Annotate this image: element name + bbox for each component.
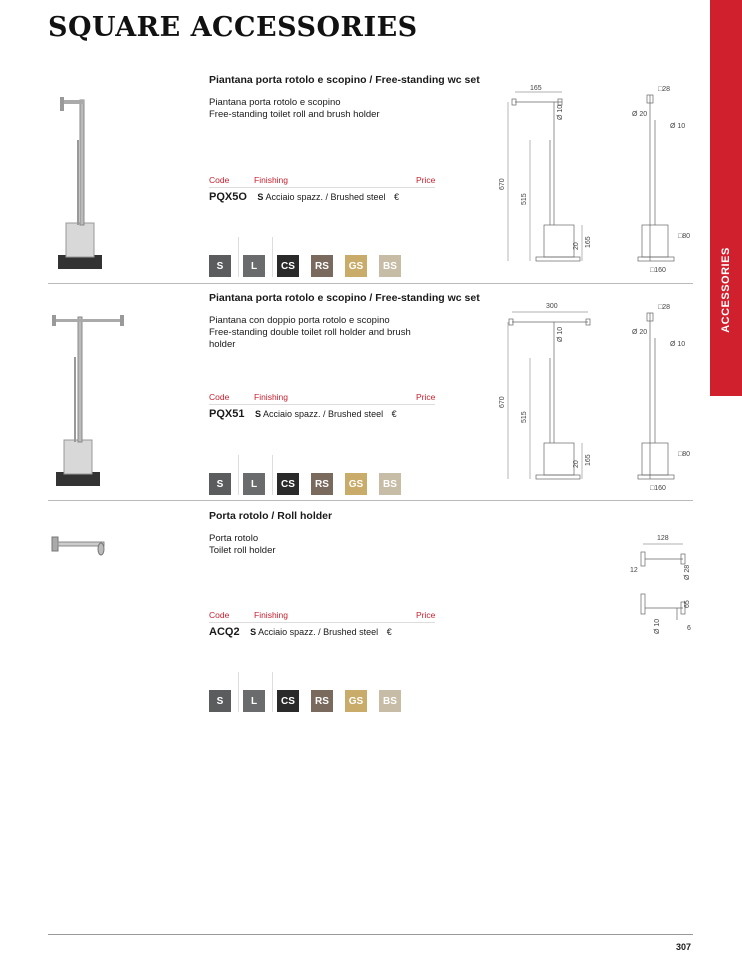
dim-base-165: 165 — [585, 454, 592, 466]
dim-square-160: □160 — [650, 267, 666, 274]
swatch-l[interactable]: L — [243, 255, 265, 277]
swatch-rs[interactable]: RS — [311, 690, 333, 712]
header-price: Price — [416, 175, 436, 185]
finish-code: S — [254, 409, 261, 419]
header-code: Code — [209, 175, 230, 185]
swatch-l[interactable]: L — [243, 690, 265, 712]
dim-base-20: 20 — [573, 242, 580, 250]
swatch-bs[interactable]: BS — [379, 255, 401, 277]
dim-base-165: 165 — [585, 236, 592, 248]
description-en: Free-standing double toilet roll holder and brush holder — [209, 327, 411, 350]
dim-height: 670 — [499, 396, 506, 408]
header-finishing: Finishing — [254, 610, 289, 620]
swatch-s[interactable]: S — [209, 255, 231, 277]
description-it: Piantana porta rotolo e scopino — [209, 97, 341, 108]
dim-width: 165 — [530, 85, 542, 92]
dim-height-2: 515 — [521, 193, 528, 205]
dim-diameter: Ø 10 — [557, 326, 564, 342]
product-photo-2 — [50, 312, 130, 492]
swatch-gs[interactable]: GS — [345, 473, 367, 495]
description-it: Piantana con doppio porta rotolo e scopino — [209, 315, 390, 326]
dim-width: 300 — [546, 303, 558, 310]
swatch-cs[interactable]: CS — [277, 690, 299, 712]
technical-drawing-1 — [490, 80, 700, 275]
finish-label: Acciaio spazz. / Brushed steel — [263, 409, 384, 419]
finish-label: Acciaio spazz. / Brushed steel — [265, 192, 386, 202]
dim-square-28: □28 — [658, 304, 671, 311]
product-description — [209, 97, 439, 121]
header-divider — [209, 404, 435, 405]
technical-drawing-2 — [490, 298, 700, 493]
dim-diameter: Ø 10 — [557, 104, 564, 120]
swatch-gs[interactable]: GS — [345, 255, 367, 277]
header-price: Price — [416, 392, 436, 402]
dim-diameter-10: Ø 10 — [654, 618, 661, 634]
description-en: Toilet roll holder — [209, 545, 276, 556]
header-divider — [209, 187, 435, 188]
swatch-s[interactable]: S — [209, 690, 231, 712]
header-finishing: Finishing — [254, 392, 289, 402]
dim-height-2: 515 — [521, 411, 528, 423]
dim-diameter-20: Ø 20 — [632, 111, 648, 118]
finish-label: Acciaio spazz. / Brushed steel — [258, 627, 379, 637]
dim-diameter-20: Ø 20 — [632, 329, 648, 336]
product-title: Porta rotolo / Roll holder — [209, 510, 333, 522]
product-code: PQX51 — [209, 408, 245, 420]
product-photo-1 — [50, 95, 110, 275]
header-finishing: Finishing — [254, 175, 289, 185]
product-code: ACQ2 — [209, 626, 240, 638]
product-photo-3 — [50, 533, 110, 563]
section-divider — [48, 283, 693, 284]
swatch-cs[interactable]: CS — [277, 255, 299, 277]
page-title: SQUARE ACCESSORIES — [48, 12, 418, 43]
dim-height-65: 65 — [684, 600, 691, 608]
dim-square-160: □160 — [650, 485, 666, 492]
side-tab-label: ACCESSORIES — [720, 247, 732, 333]
footer-divider — [48, 934, 693, 935]
section-divider — [48, 500, 693, 501]
finish-code: S — [250, 627, 257, 637]
product-title: Piantana porta rotolo e scopino / Free-standing wc set — [209, 292, 480, 304]
dim-diameter-10: Ø 10 — [670, 123, 686, 130]
finish-code: S — [257, 192, 264, 202]
dim-width-6: 6 — [687, 625, 691, 632]
dim-square-28: □28 — [658, 86, 671, 93]
swatch-bs[interactable]: BS — [379, 690, 401, 712]
header-code: Code — [209, 610, 230, 620]
page-number: 307 — [676, 942, 692, 952]
dim-diameter-10: Ø 10 — [670, 341, 686, 348]
technical-drawing-3 — [625, 528, 700, 638]
dim-height-12: 12 — [630, 567, 638, 574]
swatch-rs[interactable]: RS — [311, 473, 333, 495]
header-code: Code — [209, 392, 230, 402]
dim-base-20: 20 — [573, 460, 580, 468]
swatch-gs[interactable]: GS — [345, 690, 367, 712]
price: € — [391, 409, 397, 419]
dim-height: 670 — [499, 178, 506, 190]
product-row — [209, 408, 397, 420]
side-tab — [710, 0, 742, 396]
product-row — [209, 191, 399, 203]
swatch-bs[interactable]: BS — [379, 473, 401, 495]
dim-diameter-28: Ø 28 — [684, 564, 691, 580]
swatch-rs[interactable]: RS — [311, 255, 333, 277]
product-title: Piantana porta rotolo e scopino / Free-standing wc set — [209, 74, 480, 86]
description-en: Free-standing toilet roll and brush holder — [209, 109, 380, 120]
swatch-cs[interactable]: CS — [277, 473, 299, 495]
swatch-s[interactable]: S — [209, 473, 231, 495]
product-description — [209, 533, 439, 557]
swatch-l[interactable]: L — [243, 473, 265, 495]
product-code: PQX5O — [209, 191, 247, 203]
header-price: Price — [416, 610, 436, 620]
dim-width: 128 — [657, 535, 669, 542]
product-row — [209, 626, 392, 638]
price: € — [386, 627, 392, 637]
price: € — [394, 192, 400, 202]
header-divider — [209, 622, 435, 623]
dim-square-80: □80 — [678, 233, 691, 240]
description-it: Porta rotolo — [209, 533, 259, 544]
product-description — [209, 315, 424, 351]
dim-square-80: □80 — [678, 451, 691, 458]
